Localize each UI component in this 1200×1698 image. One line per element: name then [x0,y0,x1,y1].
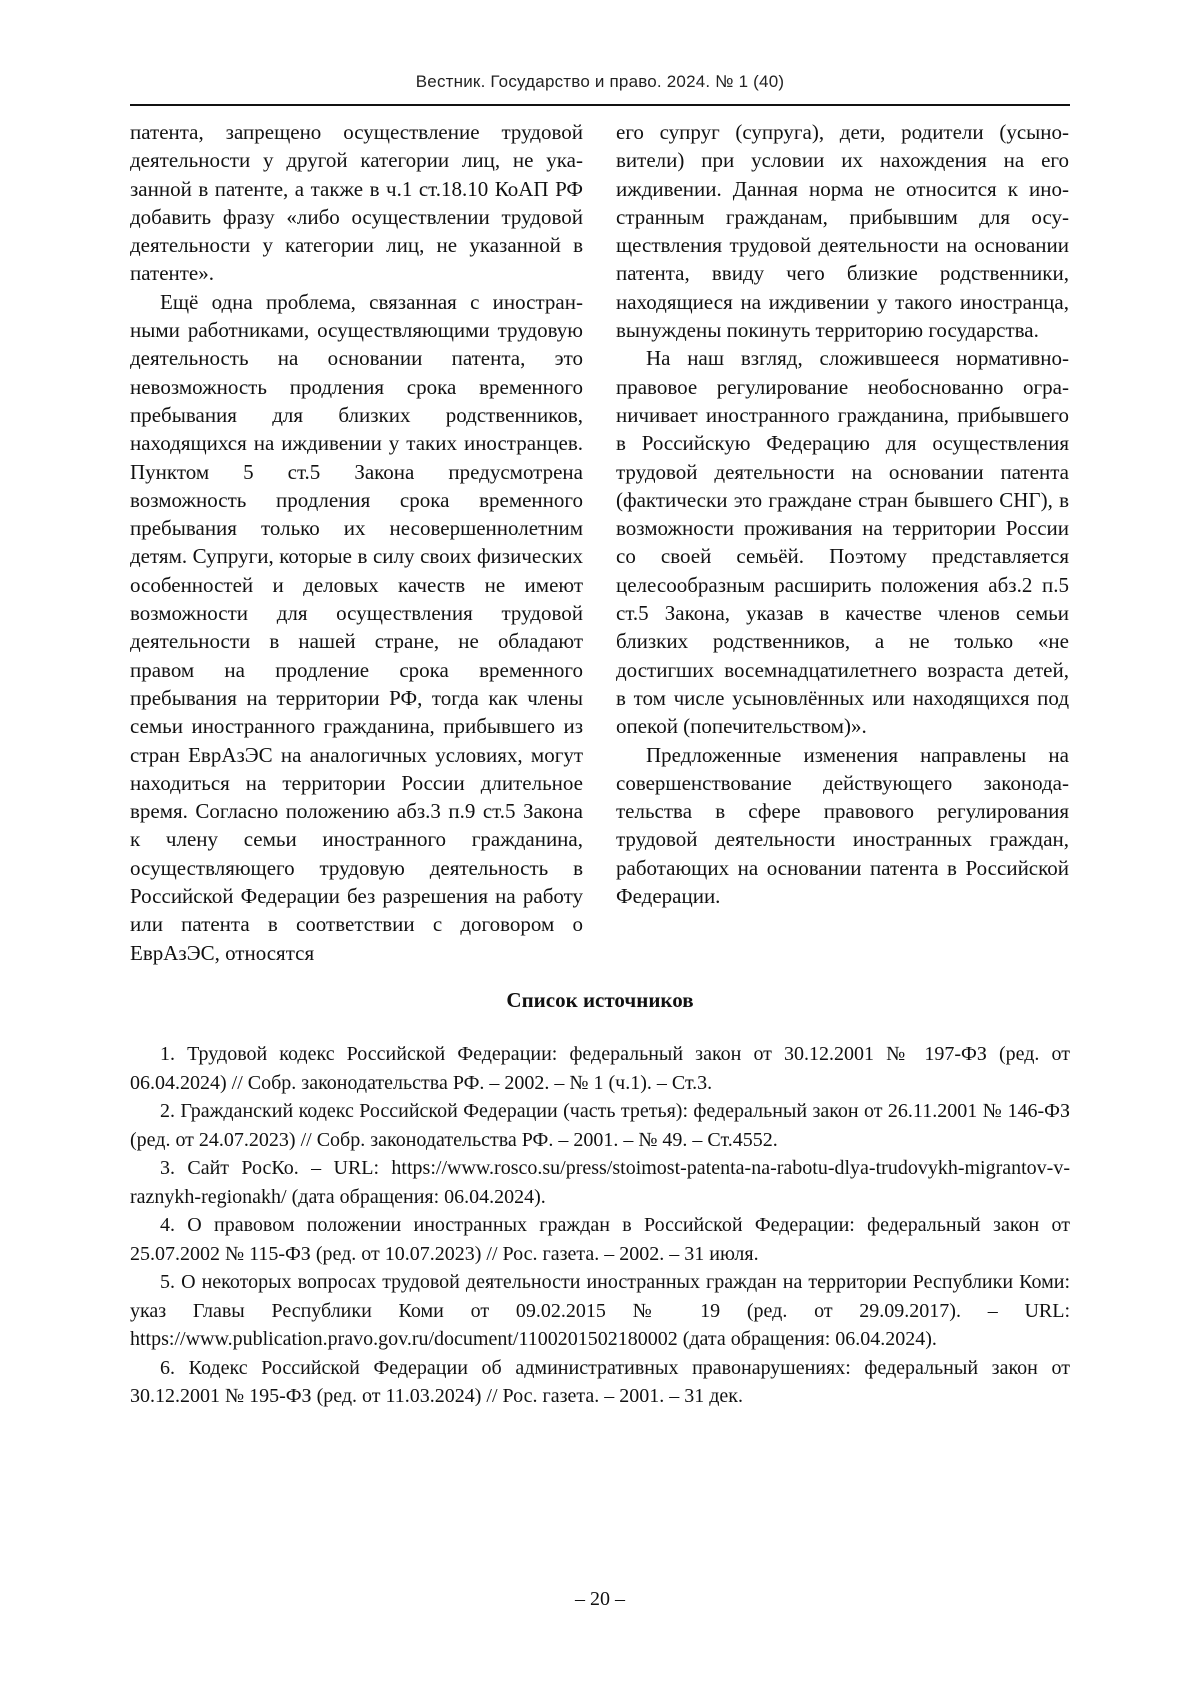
reference-item: 5. О некоторых вопросах трудовой деятельности иностранных граждан на территории Республики Коми: указ Главы Республики Коми от 09.02.2015 № 19 (ред. от 29.09.2017). – URL: https://www.publication.pravo.gov.ru/document/1100201502180002 (дата обращения: 06.04.2024). [130,1268,1070,1354]
references-title: Список источников [130,988,1070,1013]
journal-page [0,0,1200,1698]
paragraph: На наш взгляд, сложившееся нормативно-правовое регулирование необоснованно огра­ничивает иностранного гражданина, прибыв­шего в Российскую Федерацию для осущест­вления трудовой деятельности на основании патента (фактически это граждане стран быв­шего СНГ), в возможности проживания на тер­ритории России со своей семьёй. Поэтому представляется целесообразным расширить положения абз.2 п.5 ст.5 Закона, указав в ка­честве членов семьи близких родственников, а не только «не достигших восемнадцатилет­него возраста детей, в том числе усыновлён­ных или находящихся под опекой (попечи­тельством)». [616,344,1069,740]
page-number: – 20 – [130,1588,1070,1611]
running-header: Вестник. Государство и право. 2024. № 1 (40) [130,72,1070,92]
paragraph: его супруг (супруга), дети, родители (усыно­вители) при условии их нахождения на его иждивении. Данная норма не относится к ино­странным гражданам, прибывшим для осу­ществления трудовой деятельности на осно­вании патента, ввиду чего близкие родствен­ники, находящиеся на иждивении у такого иностранца, вынуждены покинуть террито­рию государства. [616,118,1069,344]
reference-item: 4. О правовом положении иностранных граждан в Российской Федерации: федеральный закон от 25.07.2002 № 115-ФЗ (ред. от 10.07.2023) // Рос. газета. – 2002. – 31 июля. [130,1211,1070,1268]
header-rule [130,104,1070,106]
reference-item: 1. Трудовой кодекс Российской Федерации: федеральный закон от 30.12.2001 № 197-ФЗ (ред. от 06.04.2024) // Собр. законодательства РФ. – 2002. – № 1 (ч.1). – Ст.3. [130,1040,1070,1097]
paragraph: Предложенные изменения направлены на совершенствование действующего законода­тельства в сфере правового регулирования трудовой деятельности иностранных граждан, работающих на основании патента в Россий­ской Федерации. [616,741,1069,911]
paragraph: Ещё одна проблема, связанная с иностран­ными работниками, осуществляющими тру­довую деятельность на основании патента, это невозможность продления срока времен­ного пребывания для близких родственников, находящихся на иждивении у таких ино­странцев. Пунктом 5 ст.5 Закона предусмо­трена возможность продления срока времен­ного пребывания только их несовершенно­летним детям. Супруги, которые в силу своих физических особенностей и деловых качеств не имеют возможности для осуществления трудовой деятельности в нашей стране, не об­ладают правом на продление срока временно­го пребывания на территории РФ, тогда как члены семьи иностранного гражданина, при­бывшего из стран ЕврАзЭС на аналогичных условиях, могут находиться на территории России длительное время. Согласно положе­нию абз.3 п.9 ст.5 Закона к члену семьи ино­странного гражданина, осуществляющего тру­довую деятельность в Российской Федерации без разрешения на работу или патента в соот­ветствии с договором о ЕврАзЭС, относятся [130,288,583,967]
references-list [130,1040,1070,1411]
left-column [130,118,583,967]
reference-item: 3. Сайт РосКо. – URL: https://www.rosco.su/press/stoimost-patenta-na-rabotu-dlya-trudovykh-migrantov-v-raznykh-regionakh/ (дата обращения: 06.04.2024). [130,1154,1070,1211]
paragraph: патента, запрещено осуществление трудовой деятельности у другой категории лиц, не ука­занной в патенте, а также в ч.1 ст.18.10 КоАП РФ добавить фразу «либо осуществлении тру­довой деятельности у категории лиц, не ука­занной в патенте». [130,118,583,288]
reference-item: 6. Кодекс Российской Федерации об административных правонарушениях: федеральный закон от 30.12.2001 № 195-ФЗ (ред. от 11.03.2024) // Рос. газета. – 2001. – 31 дек. [130,1354,1070,1411]
reference-item: 2. Гражданский кодекс Российской Федерации (часть третья): федеральный закон от 26.11.2001 № 146-ФЗ (ред. от 24.07.2023) // Собр. законодательства РФ. – 2001. – № 49. – Ст.4552. [130,1097,1070,1154]
right-column [616,118,1069,910]
